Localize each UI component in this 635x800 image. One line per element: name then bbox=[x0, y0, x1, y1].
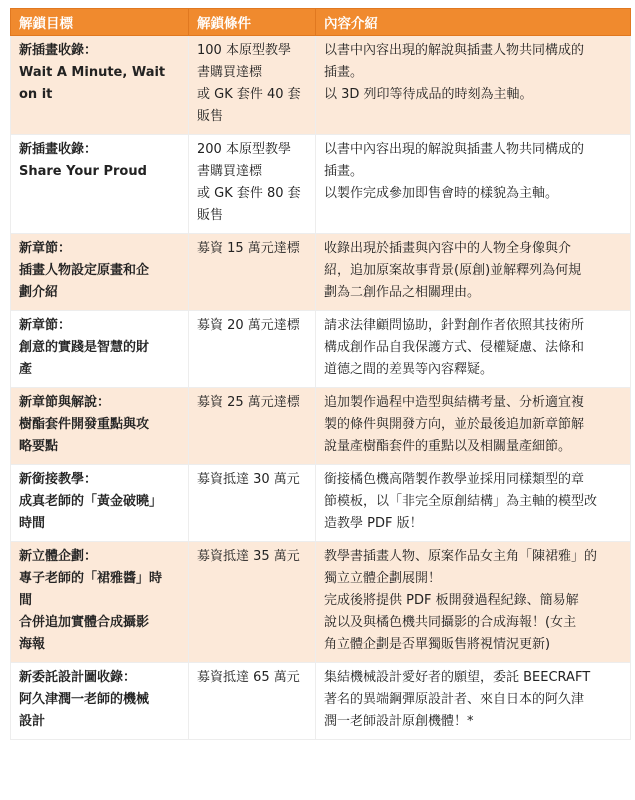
content-text-line: 製的條件與開發方向，並於最後追加新章節解 bbox=[324, 417, 585, 432]
content-text-line: 以 3D 列印等待成品的時刻為主軸。 bbox=[324, 87, 533, 102]
content-text-line: 紹，追加原案故事背景(原創)並解釋列為何規 bbox=[324, 263, 582, 278]
goal-text-line: 海報 bbox=[19, 637, 46, 652]
content-cell bbox=[316, 465, 631, 542]
condition-text-line: 募資抵達 35 萬元 bbox=[197, 549, 300, 564]
table-row bbox=[11, 465, 631, 542]
content-text-line: 角立體企劃是否單獨販售將視情況更新) bbox=[324, 637, 551, 652]
content-text-line: 節模板，以「非完全原創結構」為主軸的模型改 bbox=[324, 494, 598, 509]
goal-text-line: 新章節與解說： bbox=[19, 395, 111, 410]
content-text-line: 插畫。 bbox=[324, 164, 364, 179]
goal-text-line: 略要點 bbox=[19, 439, 59, 454]
header-content: 內容介紹 bbox=[316, 9, 631, 36]
goal-cell bbox=[11, 234, 189, 311]
condition-text-line: 募資抵達 30 萬元 bbox=[197, 472, 300, 487]
condition-text-line: 200 本原型教學 bbox=[197, 142, 291, 157]
goal-text-line: 設計 bbox=[19, 714, 46, 729]
content-text-line: 著名的異端鋼彈原設計者、來自日本的阿久津 bbox=[324, 692, 585, 707]
condition-cell bbox=[189, 663, 316, 740]
content-text-line: 插畫。 bbox=[324, 65, 364, 80]
content-text-line: 集結機械設計愛好者的願望，委託 BEECRAFT bbox=[324, 670, 591, 685]
content-text-line: 潤一老師設計原創機體！* bbox=[324, 714, 474, 729]
content-text-line: 說以及與橘色機共同攝影的合成海報！(女主 bbox=[324, 615, 577, 630]
content-text-line: 教學書插畫人物、原案作品女主角「陳裙雅」的 bbox=[324, 549, 598, 564]
content-cell bbox=[316, 542, 631, 663]
goal-text-line: 新立體企劃： bbox=[19, 549, 98, 564]
table-row bbox=[11, 542, 631, 663]
content-text-line: 說量產樹酯套件的重點以及相關量產細節。 bbox=[324, 439, 572, 454]
content-text-line: 劃為二創作品之相關理由。 bbox=[324, 285, 481, 300]
header-goal: 解鎖目標 bbox=[11, 9, 189, 36]
content-text-line: 銜接橘色機高階製作教學並採用同樣類型的章 bbox=[324, 472, 585, 487]
goal-text-line: 阿久津潤一老師的機械 bbox=[19, 692, 150, 707]
table-body bbox=[11, 36, 631, 740]
condition-cell bbox=[189, 135, 316, 234]
content-text-line: 以書中內容出現的解說與插畫人物共同構成的 bbox=[324, 142, 585, 157]
table-row bbox=[11, 135, 631, 234]
goal-text-line: 樹酯套件開發重點與攻 bbox=[19, 417, 150, 432]
table-row bbox=[11, 311, 631, 388]
content-text-line: 收錄出現於插畫與內容中的人物全身像與介 bbox=[324, 241, 572, 256]
content-text-line: 追加製作過程中造型與結構考量、分析適宜複 bbox=[324, 395, 585, 410]
table-row bbox=[11, 388, 631, 465]
condition-text-line: 或 GK 套件 40 套 bbox=[197, 87, 301, 102]
content-text-line: 道德之間的差異等內容釋疑。 bbox=[324, 362, 494, 377]
condition-text-line: 募資 20 萬元達標 bbox=[197, 318, 300, 333]
goal-text-line: 新銜接教學： bbox=[19, 472, 98, 487]
unlock-goals-table bbox=[10, 8, 631, 740]
goal-cell bbox=[11, 465, 189, 542]
content-text-line: 獨立立體企劃展開！ bbox=[324, 571, 442, 586]
condition-text-line: 書購買達標 bbox=[197, 164, 263, 179]
condition-text-line: 販售 bbox=[197, 109, 224, 124]
goal-cell bbox=[11, 135, 189, 234]
goal-cell bbox=[11, 542, 189, 663]
table-row bbox=[11, 36, 631, 135]
condition-text-line: 或 GK 套件 80 套 bbox=[197, 186, 301, 201]
table-header bbox=[11, 9, 631, 36]
content-text-line: 以製作完成參加即售會時的樣貌為主軸。 bbox=[324, 186, 559, 201]
condition-cell bbox=[189, 465, 316, 542]
goal-text-line: 插畫人物設定原畫和企 bbox=[19, 263, 150, 278]
content-cell bbox=[316, 311, 631, 388]
goal-text-line: 創意的實踐是智慧的財 bbox=[19, 340, 150, 355]
goal-text-line: Wait A Minute, Wait bbox=[19, 65, 166, 80]
content-text-line: 以書中內容出現的解說與插畫人物共同構成的 bbox=[324, 43, 585, 58]
content-cell bbox=[316, 234, 631, 311]
condition-text-line: 100 本原型教學 bbox=[197, 43, 291, 58]
goal-text-line: 新插畫收錄： bbox=[19, 142, 98, 157]
content-cell bbox=[316, 36, 631, 135]
content-cell bbox=[316, 135, 631, 234]
content-text-line: 構成創作品自我保護方式、侵權疑慮、法條和 bbox=[324, 340, 585, 355]
content-cell bbox=[316, 663, 631, 740]
goal-text-line: 新章節： bbox=[19, 241, 72, 256]
condition-text-line: 募資 15 萬元達標 bbox=[197, 241, 300, 256]
table-row bbox=[11, 234, 631, 311]
goal-cell bbox=[11, 311, 189, 388]
goal-text-line: Share Your Proud bbox=[19, 164, 147, 179]
condition-cell bbox=[189, 388, 316, 465]
condition-text-line: 書購買達標 bbox=[197, 65, 263, 80]
content-text-line: 造教學 PDF 版！ bbox=[324, 516, 423, 531]
goal-text-line: 成真老師的「黃金破曉」 bbox=[19, 494, 163, 509]
goal-text-line: 新章節： bbox=[19, 318, 72, 333]
header-condition: 解鎖條件 bbox=[189, 9, 316, 36]
goal-text-line: 新委託設計圖收錄： bbox=[19, 670, 137, 685]
table-row bbox=[11, 663, 631, 740]
condition-text-line: 募資抵達 65 萬元 bbox=[197, 670, 300, 685]
goal-cell bbox=[11, 663, 189, 740]
goal-text-line: 間 bbox=[19, 593, 33, 608]
condition-cell bbox=[189, 311, 316, 388]
condition-text-line: 販售 bbox=[197, 208, 224, 223]
goal-text-line: 合併追加實體合成攝影 bbox=[19, 615, 150, 630]
header-row bbox=[11, 9, 631, 36]
condition-text-line: 募資 25 萬元達標 bbox=[197, 395, 300, 410]
content-text-line: 完成後將提供 PDF 板開發過程紀錄、簡易解 bbox=[324, 593, 579, 608]
condition-cell bbox=[189, 36, 316, 135]
goal-cell bbox=[11, 36, 189, 135]
goal-text-line: 產 bbox=[19, 362, 33, 377]
goal-text-line: 時間 bbox=[19, 516, 46, 531]
content-text-line: 請求法律顧問協助，針對創作者依照其技術所 bbox=[324, 318, 585, 333]
goal-text-line: 專子老師的「裙雅醬」時 bbox=[19, 571, 163, 586]
goal-text-line: 新插畫收錄： bbox=[19, 43, 98, 58]
goal-text-line: 劃介紹 bbox=[19, 285, 59, 300]
goal-text-line: on it bbox=[19, 87, 53, 102]
content-cell bbox=[316, 388, 631, 465]
goal-cell bbox=[11, 388, 189, 465]
condition-cell bbox=[189, 234, 316, 311]
condition-cell bbox=[189, 542, 316, 663]
